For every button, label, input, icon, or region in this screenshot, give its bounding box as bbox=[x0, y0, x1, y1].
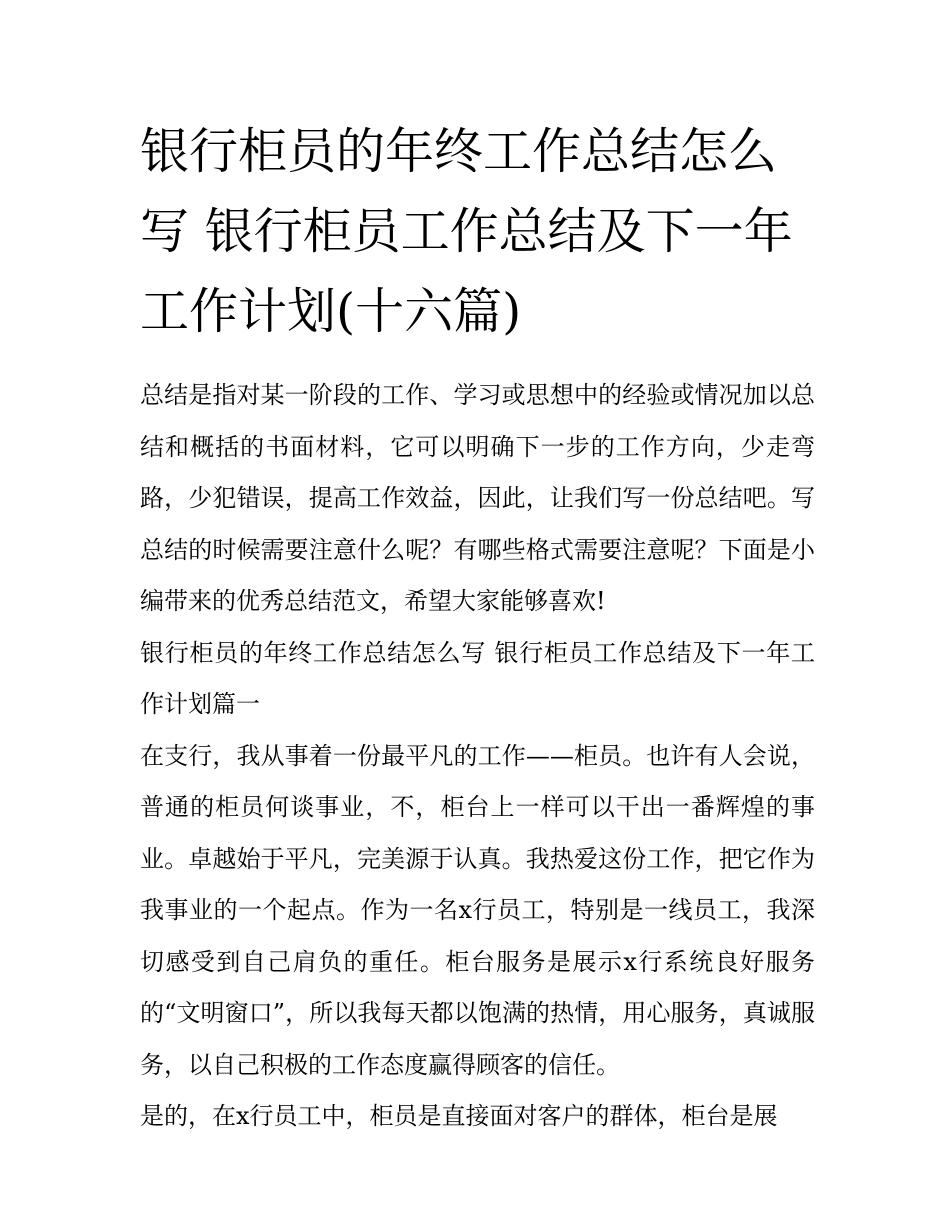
body-paragraph-1: 在支行，我从事着一份最平凡的工作——柜员。也许有人会说，普通的柜员何谈事业，不，柜台上一样可以干出一番辉煌的事业。卓越始于平凡，完美源于认真。我热爱这份工作，把它作为我事业的一个起点。作为一名x行员工，特别是一线员工，我深切感受到自己肩负的重任。柜台服务是展示x行系统良好服务的“文明窗口”，所以我每天都以饱满的热情，用心服务，真诚服务，以自己积极的工作态度赢得顾客的信任。 bbox=[140, 741, 815, 1079]
intro-paragraph: 总结是指对某一阶段的工作、学习或思想中的经验或情况加以总结和概括的书面材料，它可以明确下一步的工作方向，少走弯路，少犯错误，提高工作效益，因此，让我们写一份总结吧。写总结的时候需要注意什么呢？有哪些格式需要注意呢？下面是小编带来的优秀总结范文，希望大家能够喜欢! bbox=[140, 381, 815, 615]
body-paragraph-2: 是的，在x行员工中，柜员是直接面对客户的群体，柜台是展 bbox=[140, 1102, 778, 1130]
document-title: 银行柜员的年终工作总结怎么写 银行柜员工作总结及下一年工作计划(十六篇) bbox=[140, 123, 793, 340]
section-heading: 银行柜员的年终工作总结怎么写 银行柜员工作总结及下一年工作计划篇一 bbox=[140, 638, 815, 718]
document-content bbox=[140, 112, 815, 1143]
